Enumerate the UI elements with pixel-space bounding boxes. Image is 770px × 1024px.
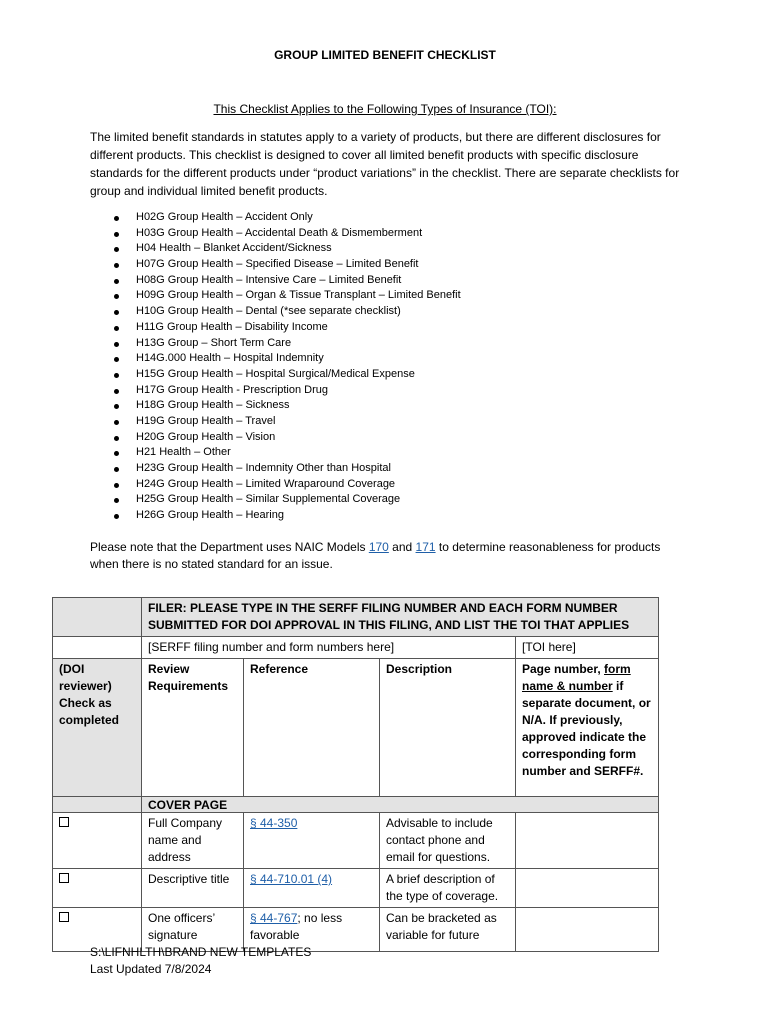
header-reviewer: (DOI reviewer) Check as completed [53, 659, 142, 797]
naic-note [90, 539, 690, 573]
naic-model-171-link[interactable]: 171 [415, 540, 436, 554]
toi-item: H24G Group Health – Limited Wraparound Coverage [112, 477, 461, 493]
toi-heading: This Checklist Applies to the Following Types of Insurance (TOI): [213, 102, 557, 116]
footer-path: S:\LIFNHLTH\BRAND NEW TEMPLATES [90, 945, 312, 959]
toi-item: H17G Group Health - Prescription Drug [112, 383, 461, 399]
toi-item: H14G.000 Health – Hospital Indemnity [112, 351, 461, 367]
header-page-number [516, 659, 659, 797]
toi-item: H09G Group Health – Organ & Tissue Transplant – Limited Benefit [112, 288, 461, 304]
toi-item: H11G Group Health – Disability Income [112, 320, 461, 336]
toi-field[interactable]: [TOI here] [516, 637, 659, 659]
note-text: and [388, 540, 416, 554]
header-page-text: if separate document, or N/A. If previously, approved indicate the corresponding form number and SERFF#. [522, 679, 651, 778]
reference-extra: ; no less favorable [250, 911, 343, 942]
toi-item: H10G Group Health – Dental (*see separate checklist) [112, 304, 461, 320]
header-page-text: Page number, [522, 662, 605, 676]
toi-item: H21 Health – Other [112, 445, 461, 461]
header-description: Description [380, 659, 516, 797]
checkbox-cell [53, 813, 142, 869]
toi-item: H03G Group Health – Accidental Death & Dismemberment [112, 226, 461, 242]
blank-cell [53, 598, 142, 637]
description-cell: Can be bracketed as variable for future [380, 908, 516, 952]
serff-number-field[interactable]: [SERFF filing number and form numbers here] [142, 637, 516, 659]
toi-item: H13G Group – Short Term Care [112, 336, 461, 352]
reference-link[interactable]: § 44-767 [250, 911, 298, 925]
checkbox-cell [53, 869, 142, 908]
reference-link[interactable]: § 44-350 [250, 816, 298, 830]
filer-instruction: FILER: PLEASE TYPE IN THE SERFF FILING NUMBER AND EACH FORM NUMBER SUBMITTED FOR DOI APPROVAL IN THIS FILING, AND LIST THE TOI THAT APPLIES [142, 598, 659, 637]
toi-item: H18G Group Health – Sickness [112, 398, 461, 414]
review-checkbox[interactable] [59, 912, 69, 922]
page-number-field[interactable] [516, 813, 659, 869]
note-text: Please note that the Department uses NAIC Models [90, 540, 369, 554]
reference-link[interactable]: § 44-710.01 (4) [250, 872, 333, 886]
page-number-field[interactable] [516, 869, 659, 908]
section-cover-page: COVER PAGE [142, 797, 659, 813]
requirement-cell: One officers’ signature [142, 908, 244, 952]
description-cell: A brief description of the type of coverage. [380, 869, 516, 908]
toi-item: H19G Group Health – Travel [112, 414, 461, 430]
naic-model-170-link[interactable]: 170 [368, 540, 389, 554]
requirement-cell: Descriptive title [142, 869, 244, 908]
review-checkbox[interactable] [59, 873, 69, 883]
header-review-requirements: Review Requirements [142, 659, 244, 797]
review-checkbox[interactable] [59, 817, 69, 827]
toi-item: H08G Group Health – Intensive Care – Limited Benefit [112, 273, 461, 289]
checklist-table [52, 597, 659, 952]
intro-paragraph: The limited benefit standards in statutes apply to a variety of products, but there are different disclosures for different products. This checklist is designed to cover all limited benefit products with specific disclosure standards for the different products under “product variations” in the checklist. There are separate checklists for group and individual limited benefit products. [90, 130, 680, 198]
reference-cell [244, 869, 380, 908]
toi-item: H20G Group Health – Vision [112, 430, 461, 446]
footer [90, 944, 311, 978]
document-title: GROUP LIMITED BENEFIT CHECKLIST [274, 48, 496, 62]
description-cell: Advisable to include contact phone and email for questions. [380, 813, 516, 869]
blank-cell [53, 797, 142, 813]
note-text: to determine reasonableness for products when there is no stated standard for an issue. [90, 540, 661, 571]
toi-item: H02G Group Health – Accident Only [112, 210, 461, 226]
footer-updated: Last Updated 7/8/2024 [90, 962, 212, 976]
toi-item: H26G Group Health – Hearing [112, 508, 461, 524]
header-page-underlined: form name & number [522, 662, 631, 693]
requirement-cell: Full Company name and address [142, 813, 244, 869]
toi-item: H07G Group Health – Specified Disease – Limited Benefit [112, 257, 461, 273]
toi-list [112, 210, 461, 524]
toi-item: H25G Group Health – Similar Supplemental Coverage [112, 492, 461, 508]
header-reference: Reference [244, 659, 380, 797]
toi-item: H04 Health – Blanket Accident/Sickness [112, 241, 461, 257]
toi-item: H15G Group Health – Hospital Surgical/Medical Expense [112, 367, 461, 383]
page-number-field[interactable] [516, 908, 659, 952]
blank-cell [53, 637, 142, 659]
reference-cell [244, 813, 380, 869]
toi-item: H23G Group Health – Indemnity Other than Hospital [112, 461, 461, 477]
